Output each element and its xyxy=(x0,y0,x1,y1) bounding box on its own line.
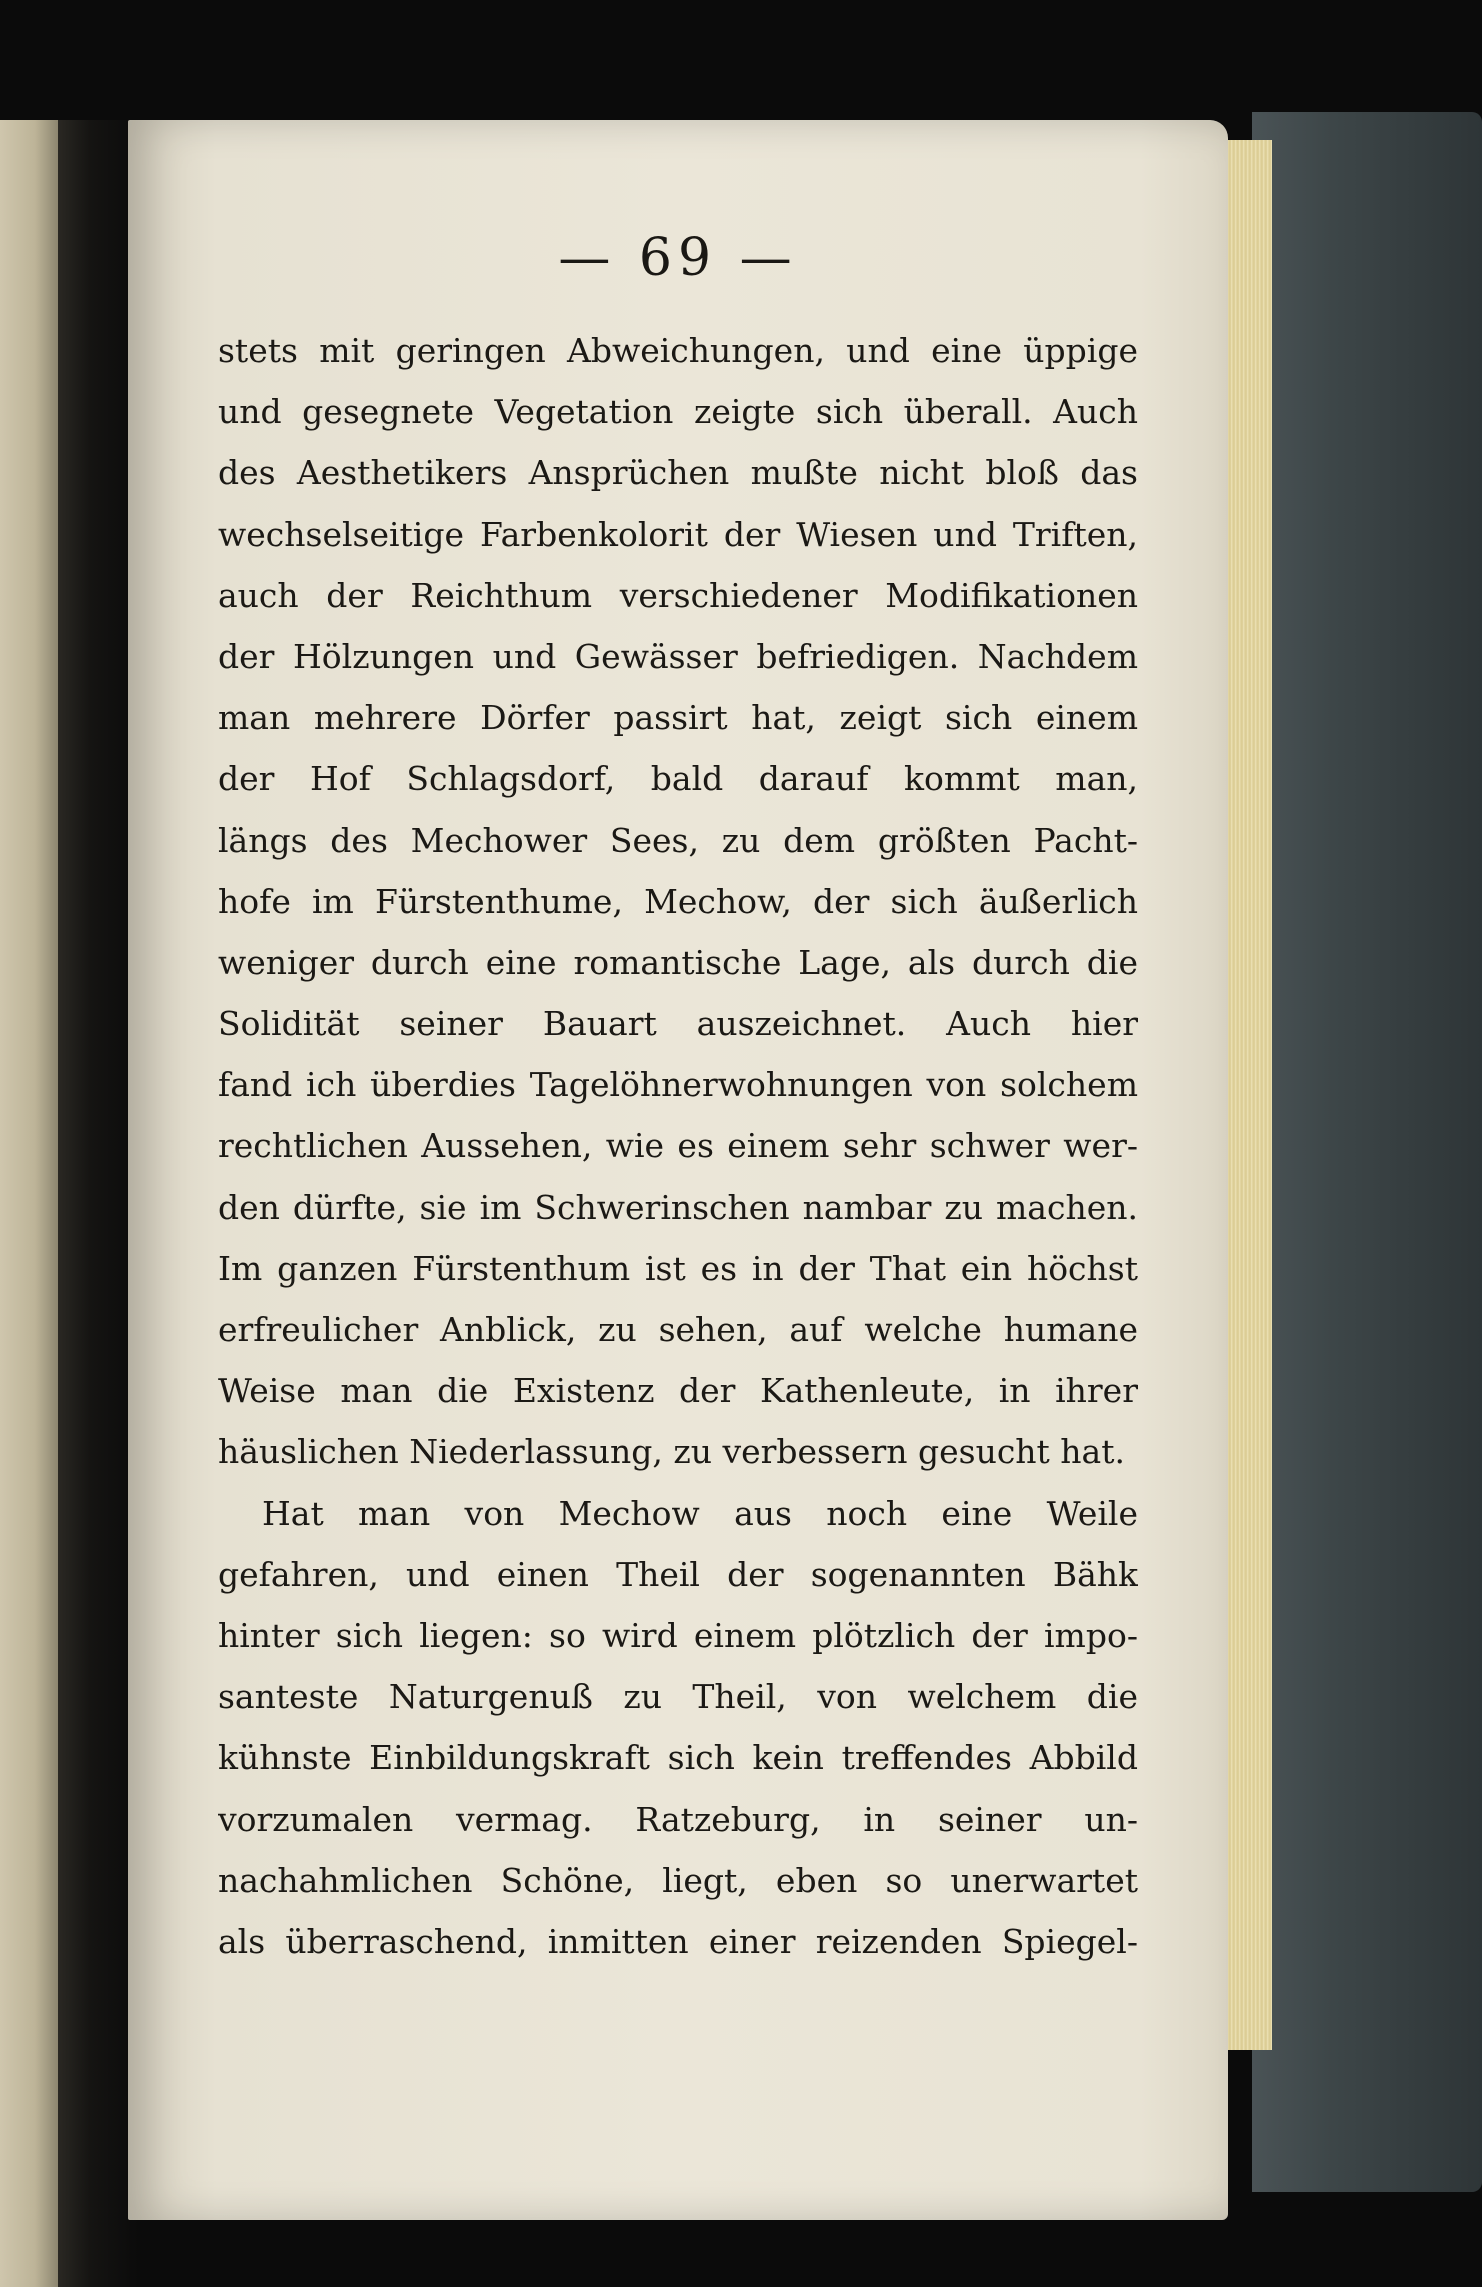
text-line: stets mit geringen Abweichungen, und eine üppige xyxy=(218,331,1138,370)
text-line: den dürfte, sie im Schwerinschen nambar zu machen. xyxy=(218,1187,1138,1227)
text-line: längs des Mechower Sees, zu dem größten Pacht- xyxy=(218,820,1138,860)
text-line: man mehrere Dörfer passirt hat, zeigt sich einem xyxy=(218,698,1138,738)
text-line: wechselseitige Farbenkolorit der Wiesen und Triften, xyxy=(218,514,1138,554)
text-line: Im ganzen Fürstenthum ist es in der That ein höchst xyxy=(218,1248,1138,1288)
text-line: der Hof Schlagsdorf, bald darauf kommt man, xyxy=(218,759,1138,799)
text-line: Solidität seiner Bauart auszeichnet. Auch hier xyxy=(218,1004,1138,1044)
text-line: Hat man von Mechow aus noch eine Weile xyxy=(262,1493,1138,1533)
text-line: des Aesthetikers Ansprüchen mußte nicht bloß das xyxy=(218,453,1138,493)
text-line: Weise man die Existenz der Kathenleute, in ihrer xyxy=(218,1371,1138,1411)
page-block-edge xyxy=(1222,140,1272,2050)
text-line: kühnste Einbildungskraft sich kein treffendes Abbild xyxy=(218,1738,1138,1778)
text-line: hofe im Fürstenthume, Mechow, der sich äußerlich xyxy=(218,881,1138,921)
text-line: der Hölzungen und Gewässer befriedigen. Nachdem xyxy=(218,636,1138,676)
book-page xyxy=(128,120,1228,2220)
text-line: erfreulicher Anblick, zu sehen, auf welche humane xyxy=(218,1310,1138,1349)
text-line: nachahmlichen Schöne, liegt, eben so unerwartet xyxy=(218,1860,1138,1900)
text-line: santeste Naturgenuß zu Theil, von welchem die xyxy=(218,1677,1138,1717)
body-text xyxy=(218,320,1138,1972)
book-cover xyxy=(1252,112,1482,2192)
text-line: hinter sich liegen: so wird einem plötzlich der impo- xyxy=(218,1615,1138,1655)
text-line: und gesegnete Vegetation zeigte sich überall. Auch xyxy=(218,392,1138,432)
text-line: häuslichen Niederlassung, zu verbessern gesucht hat. xyxy=(218,1432,1125,1472)
facing-page-edge xyxy=(0,120,58,2287)
text-line: als überraschend, inmitten einer reizenden Spiegel- xyxy=(218,1921,1138,1961)
text-line: auch der Reichthum verschiedener Modifikationen xyxy=(218,575,1138,615)
page-number: — 69 — xyxy=(558,228,798,288)
text-line: weniger durch eine romantische Lage, als durch die xyxy=(218,942,1138,982)
text-line: fand ich überdies Tagelöhnerwohnungen von solchem xyxy=(218,1065,1138,1105)
gutter-shadow xyxy=(58,120,138,2287)
text-line: gefahren, und einen Theil der sogenannten Bähk xyxy=(218,1554,1138,1594)
text-line: vorzumalen vermag. Ratzeburg, in seiner un- xyxy=(218,1799,1138,1839)
text-line: rechtlichen Aussehen, wie es einem sehr schwer wer- xyxy=(218,1126,1138,1166)
